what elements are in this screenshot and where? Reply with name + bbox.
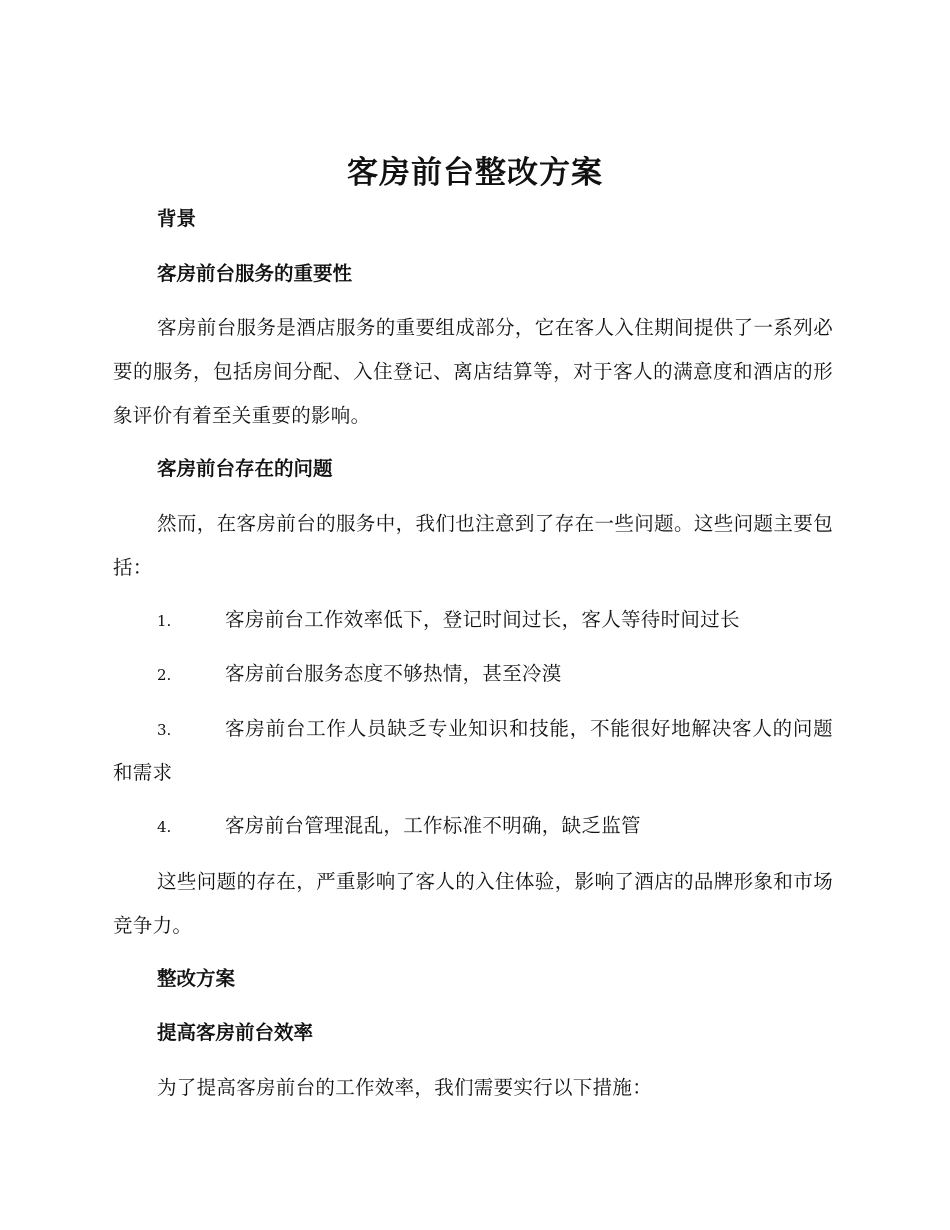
- document-title: 客房前台整改方案: [347, 155, 603, 191]
- paragraph-efficiency-intro: 为了提高客房前台的工作效率，我们需要实行以下措施：: [157, 1076, 653, 1099]
- list-item-text: 客房前台服务态度不够热情，甚至冷漠: [225, 662, 562, 685]
- list-item-text: 客房前台工作效率低下，登记时间过长，客人等待时间过长: [225, 608, 740, 631]
- heading-plan: 整改方案: [157, 967, 236, 990]
- list-item-number: 3.: [157, 721, 172, 739]
- heading-importance: 客房前台服务的重要性: [157, 262, 353, 285]
- paragraph-importance: 客房前台服务是酒店服务的重要组成部分，它在客人入住期间提供了一系列必要的服务，包括房间分配、入住登记、离店结算等，对于客人的满意度和酒店的形象评价有着至关重要的影响。: [113, 316, 833, 427]
- paragraph-problems-conclusion: 这些问题的存在，严重影响了客人的入住体验，影响了酒店的品牌形象和市场竞争力。: [113, 870, 833, 937]
- list-item-number: 2.: [157, 666, 172, 684]
- list-item-number: 4.: [157, 818, 172, 836]
- list-item-number: 1.: [157, 612, 172, 630]
- heading-problems: 客房前台存在的问题: [157, 457, 333, 480]
- heading-background: 背景: [157, 207, 197, 230]
- list-item-text: 客房前台管理混乱，工作标准不明确，缺乏监管: [225, 814, 641, 837]
- heading-efficiency: 提高客房前台效率: [157, 1021, 314, 1044]
- list-item-text: 客房前台工作人员缺乏专业知识和技能，不能很好地解决客人的问题和需求: [113, 717, 833, 784]
- paragraph-problems-intro: 然而，在客房前台的服务中，我们也注意到了存在一些问题。这些问题主要包括：: [113, 512, 833, 579]
